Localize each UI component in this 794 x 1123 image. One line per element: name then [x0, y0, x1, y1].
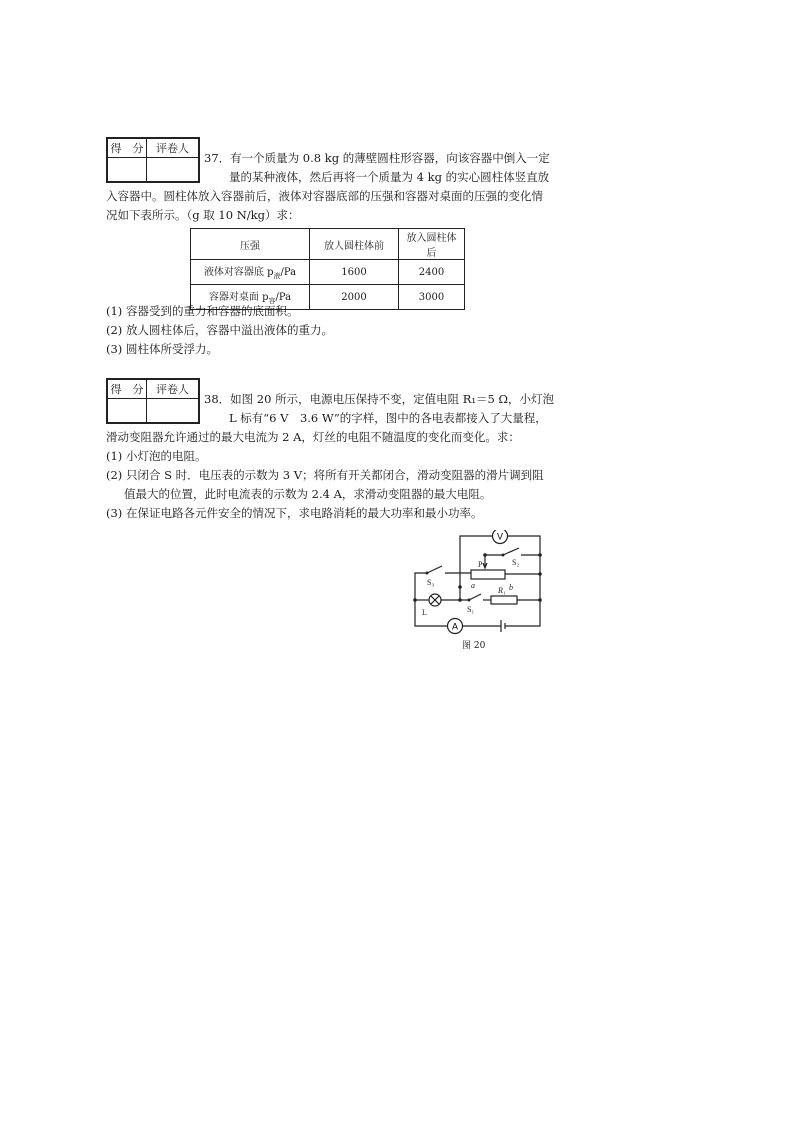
q37-line3: 入容器中。圆柱体放入容器前后，液体对容器底部的压强和容器对桌面的压强的变化情	[106, 189, 543, 203]
q38-line3: 滑动变阻器允许通过的最大电流为 2 A，灯丝的电阻不随温度的变化而变化。求：	[106, 430, 520, 444]
q37-line2: 量的某种液体，然后再将一个质量为 4 kg 的实心圆柱体竖直放	[229, 170, 550, 184]
q37-item-3: (3) 圆柱体所受浮力。	[106, 342, 218, 356]
grader-label: 评卷人	[147, 138, 200, 157]
q37-line1: 37．有一个质量为 0.8 kg 的薄壁圆柱形容器，向该容器中倒入一定	[204, 151, 550, 165]
b-label: b	[509, 583, 513, 592]
q37-item-1: (1) 容器受到的重力和容器的底面积。	[106, 304, 299, 318]
q38-item-1: (1) 小灯泡的电阻。	[106, 449, 207, 463]
q38-item-3: (3) 在保证电路各元件安全的情况下，求电路消耗的最大功率和最小功率。	[106, 506, 483, 520]
grader-cell[interactable]	[147, 157, 200, 182]
q38-item-2-cont: 值最大的位置，此时电流表的示数为 2.4 A，求滑动变阻器的最大电阻。	[124, 487, 492, 501]
r1-label: R₁	[498, 586, 506, 595]
q38-line1: 38．如图 20 所示，电源电压保持不变，定值电阻 R₁＝5 Ω，小灯泡	[204, 392, 555, 406]
value-after: 3000	[399, 285, 465, 310]
slider-label: P	[478, 560, 483, 569]
value-after: 2400	[399, 260, 465, 285]
score-label: 得 分	[107, 379, 147, 398]
q37-score-table	[106, 137, 200, 183]
q38-item-2: (2) 只闭合 S 时．电压表的示数为 3 V；将所有开关都闭合，滑动变阻器的滑片调到阻	[106, 468, 544, 482]
q37-item-2: (2) 放人圆柱体后，容器中溢出液体的重力。	[106, 323, 333, 337]
q37-line4: 况如下表所示。（g 取 10 N/kg）求：	[106, 208, 300, 222]
table-header: 放人圆柱体前	[310, 229, 399, 260]
lamp-label: L	[422, 608, 427, 617]
grader-cell[interactable]	[147, 398, 200, 423]
q38-score-table	[106, 378, 200, 424]
value-before: 1600	[310, 260, 399, 285]
s3-label: S₃	[427, 578, 435, 587]
table-header: 放入圆柱体后	[399, 229, 465, 260]
s2-label: S₂	[512, 558, 520, 567]
figure-caption: 图 20	[462, 641, 486, 651]
table-row	[191, 260, 465, 285]
value-before: 2000	[310, 285, 399, 310]
q38-line2: L 标有“6 V 3.6 W”的字样，图中的各电表都接入了大量程，	[229, 411, 547, 425]
voltmeter-icon	[493, 530, 508, 544]
score-cell[interactable]	[107, 157, 147, 182]
row-label: 容器对桌面 $p_容/Pa$	[191, 285, 310, 310]
ammeter-icon	[448, 619, 463, 634]
svg-text:A: A	[451, 621, 459, 632]
s1-label: S₁	[467, 605, 475, 614]
table-header: 压强	[191, 229, 310, 260]
row-label: 液体对容器底 $p_液/Pa$	[191, 260, 310, 285]
score-cell[interactable]	[107, 398, 147, 423]
svg-text:V: V	[496, 531, 504, 542]
a-label: a	[471, 581, 475, 590]
circuit-diagram	[405, 530, 550, 655]
score-label: 得 分	[107, 138, 147, 157]
pressure-table	[190, 228, 465, 310]
grader-label: 评卷人	[147, 379, 200, 398]
